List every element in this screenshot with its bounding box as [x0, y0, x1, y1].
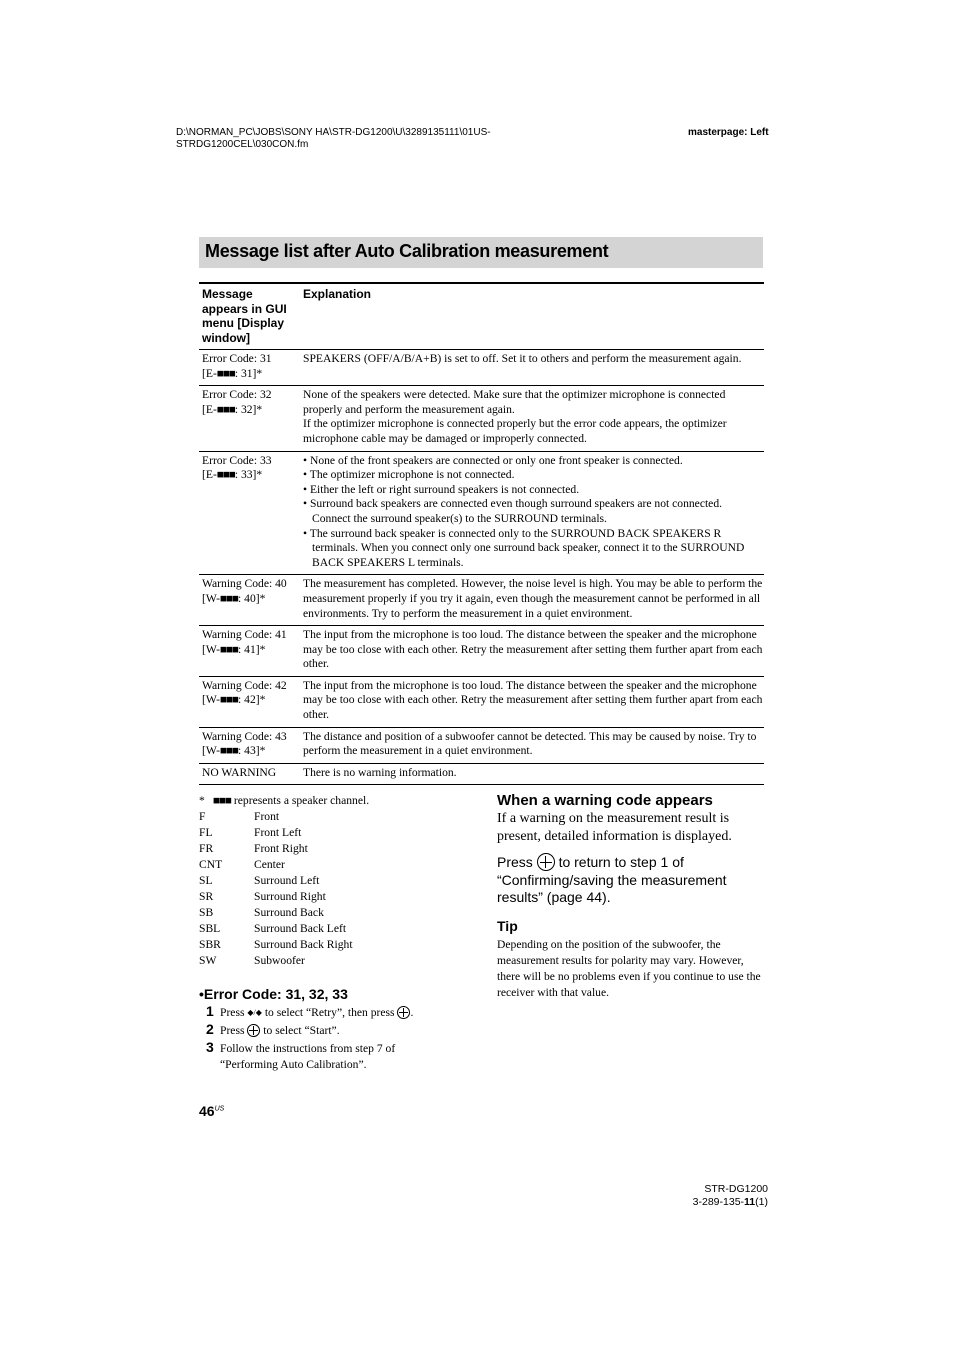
list-item: • The surround back speaker is connected only to the SURROUND BACK SPEAKERS R terminals. When you connect only one surround back speaker, connect it to the SURROUND BACK SPEAKERS L terminals.: [303, 526, 745, 569]
abbreviation-row: FL Front Left: [199, 826, 302, 839]
explanation-cell: SPEAKERS (OFF/A/B/A+B) is set to off. Set it to others and perform the measurement again.: [300, 350, 764, 386]
message-table: [199, 282, 764, 785]
enter-button-icon: [247, 1024, 260, 1037]
part-number: 3-289-135-11(1): [692, 1195, 768, 1208]
column-header-explanation: Explanation: [300, 283, 764, 350]
file-path: [176, 127, 491, 151]
table-row: [199, 763, 764, 785]
footnote: [199, 793, 369, 969]
list-item: • None of the front speakers are connected or only one front speaker is connected.: [303, 453, 683, 467]
message-cell: [199, 727, 300, 763]
cause-list: [303, 454, 763, 571]
message-cell: [199, 676, 300, 727]
error-code-heading: •Error Code: 31, 32, 33: [199, 986, 348, 1002]
abbreviation-row: SR Surround Right: [199, 890, 326, 903]
code-label: Warning Code: 42: [202, 678, 287, 692]
page-number: $46^{US}$: [199, 1103, 225, 1119]
warning-body: If a warning on the measurement result is present, detailed information is displayed.: [497, 811, 732, 844]
list-item: • The optimizer microphone is not connected.: [303, 468, 515, 482]
warning-section: [497, 792, 767, 1001]
model-info: [688, 1183, 768, 1208]
code-label: Error Code: 33: [202, 453, 272, 467]
file-path-line1: D:\NORMAN_PC\JOBS\SONY HA\STR-DG1200\U\3289135111\01US-: [176, 127, 491, 138]
explanation-cell: There is no warning information.: [300, 763, 764, 785]
display-code: [E-■■■: 33]*: [202, 468, 263, 482]
abbreviation-row: CNT Center: [199, 858, 285, 871]
explanation-cell: None of the speakers were detected. Make sure that the optimizer microphone is connected properly and perform the measurement again. If the optimizer microphone is connected properly but the error code appears, the optimizer microphone cable may be damaged or improperly connected.: [300, 386, 764, 451]
code-label: Error Code: 31: [202, 352, 272, 365]
table-row: [199, 727, 764, 763]
abbreviation-row: F Front: [199, 810, 280, 823]
table-row: [199, 676, 764, 727]
tip-body: Depending on the position of the subwoofer, the measurement results for polarity may vary. However, there will be no problems even if you continue to use the receiver with that value.: [497, 937, 761, 999]
file-path-line2: STRDG1200CEL\030CON.fm: [176, 139, 309, 150]
warning-heading: When a warning code appears: [497, 792, 713, 809]
return-instruction: Press to return to step 1 of “Confirming/saving the measurement results” (page 44).: [497, 854, 727, 905]
explanation-cell: [300, 451, 764, 575]
step-3-continued: “Performing Auto Calibration”.: [220, 1058, 367, 1071]
arrow-left-right-icon: ◆/◆: [247, 1008, 262, 1017]
table-row: [199, 575, 764, 626]
abbreviation-row: SW Subwoofer: [199, 954, 305, 967]
error-steps: [206, 1003, 413, 1073]
message-cell: [199, 575, 300, 626]
display-code: [E-■■■: 32]*: [202, 402, 263, 416]
footnote-intro: * ■■■ represents a speaker channel.: [199, 794, 370, 807]
code-label: Warning Code: 40: [202, 577, 287, 591]
message-cell: [199, 626, 300, 677]
list-item: • Either the left or right surround speakers is not connected.: [303, 482, 580, 496]
explanation-cell: The distance and position of a subwoofer cannot be detected. This may be caused by noise. Try to perform the measurement in a quiet environment.: [300, 727, 764, 763]
abbreviation-row: SL Surround Left: [199, 874, 320, 887]
message-cell: NO WARNING: [199, 763, 300, 785]
abbreviation-row: FR Front Right: [199, 842, 308, 855]
message-cell: [199, 451, 300, 575]
step-2: 2 Press to select “Start”.: [206, 1021, 340, 1037]
step-1: 1 Press ◆/◆ to select “Retry”, then press .: [206, 1003, 414, 1019]
code-label: Warning Code: 41: [202, 628, 287, 642]
enter-button-icon: [397, 1006, 410, 1019]
explanation-cell: The measurement has completed. However, the noise level is high. You may be able to perform the measurement properly if you try it again, even though the measurement cannot be performed in all environments. Try to perform the measurement in a quiet environment.: [300, 575, 764, 626]
table-header-row: [199, 283, 764, 350]
message-cell: [199, 350, 300, 386]
column-header-message: Message appears in GUI menu [Display window]: [199, 283, 300, 350]
explanation-cell: The input from the microphone is too loud. The distance between the speaker and the microphone may be too close with each other. Retry the measurement after setting them further apart from each other.: [300, 676, 764, 727]
display-code: [W-■■■: 40]*: [202, 591, 266, 605]
display-code: [E-■■■: 31]*: [202, 366, 263, 380]
tip-heading: Tip: [497, 917, 518, 934]
table-row: [199, 626, 764, 677]
code-label: Error Code: 32: [202, 388, 272, 402]
explanation-cell: The input from the microphone is too loud. The distance between the speaker and the microphone may be too close with each other. Retry the measurement after setting them further apart from each other.: [300, 626, 764, 677]
table-row: [199, 451, 764, 575]
step-3: 3 Follow the instructions from step 7 of: [206, 1039, 396, 1055]
list-item: • Surround back speakers are connected even though surround speakers are not connected. Connect the surround speaker(s) to the SURROUND terminals.: [303, 497, 723, 525]
abbreviation-row: SBR Surround Back Right: [199, 938, 353, 951]
table-row: [199, 350, 764, 386]
masterpage-label: masterpage: Left: [688, 127, 769, 138]
code-label: Warning Code: 43: [202, 729, 287, 743]
abbreviation-row: SB Surround Back: [199, 906, 324, 919]
message-cell: [199, 386, 300, 451]
abbreviation-row: SBL Surround Back Left: [199, 922, 347, 935]
display-code: [W-■■■: 41]*: [202, 642, 266, 656]
model-number: STR-DG1200: [704, 1183, 768, 1195]
section-title: Message list after Auto Calibration measurement: [199, 237, 763, 268]
table-row: [199, 386, 764, 451]
display-code: [W-■■■: 42]*: [202, 693, 266, 707]
enter-button-icon: [537, 853, 555, 871]
display-code: [W-■■■: 43]*: [202, 744, 266, 758]
